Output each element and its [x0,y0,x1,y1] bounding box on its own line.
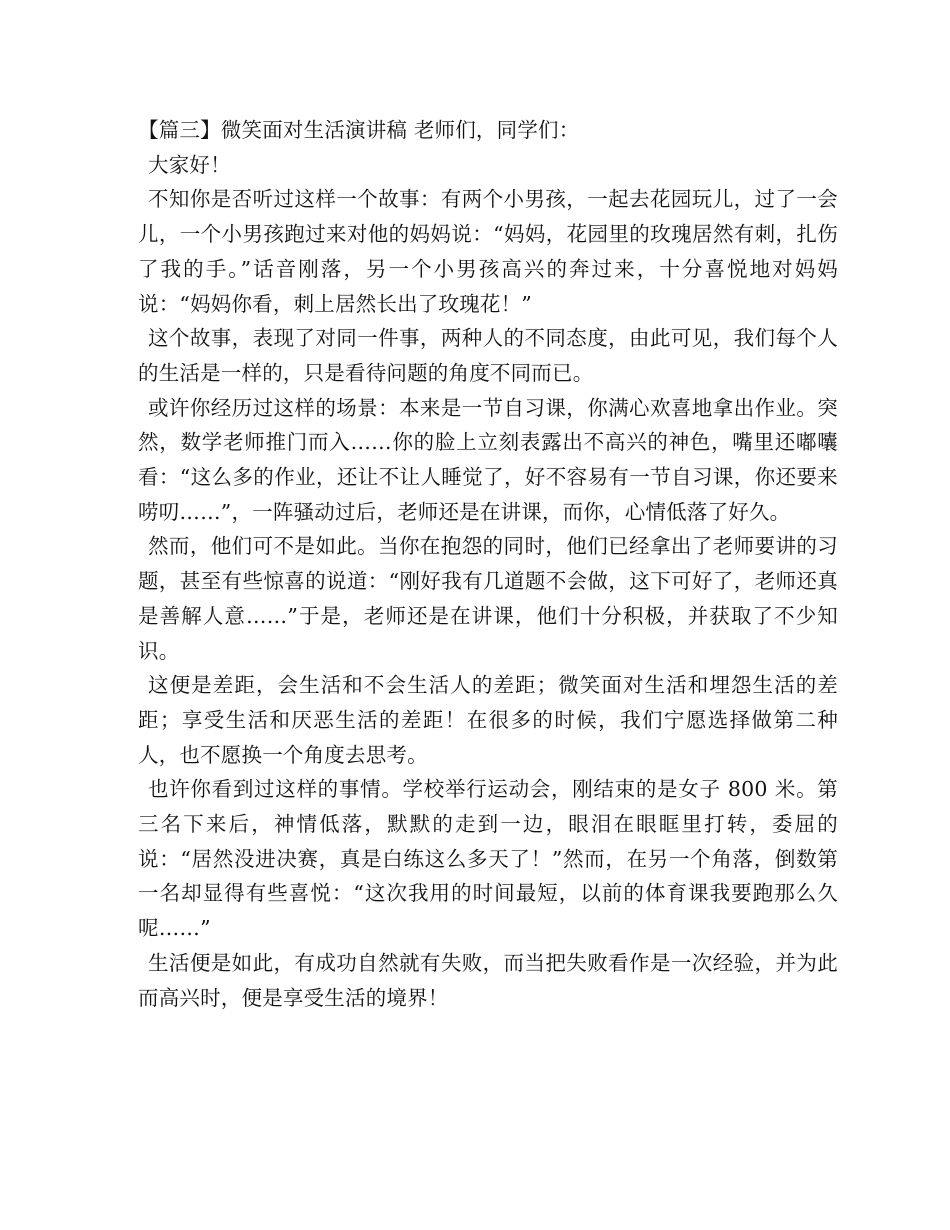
paragraph-conclusion: 生活便是如此，有成功自然就有失败，而当把失败看作是一次经验，并为此而高兴时，便是享受生活的境界！ [138,950,838,1010]
document-body [138,113,838,1015]
paragraph-difference: 这便是差距，会生活和不会生活人的差距；微笑面对生活和埋怨生活的差距；享受生活和厌恶生活的差距！在很多的时候，我们宁愿选择做第二种人，也不愿换一个角度去思考。 [138,673,838,767]
paragraph-contrast: 然而，他们可不是如此。当你在抱怨的同时，他们已经拿出了老师要讲的习题，甚至有些惊喜的说道：“刚好我有几道题不会做，这下可好了，老师还真是善解人意……”于是，老师还是在讲课，他们十分积极，并获取了不少知识。 [138,534,838,663]
paragraph-study-hall: 或许你经历过这样的场景：本来是一节自习课，你满心欢喜地拿出作业。突然，数学老师推门而入……你的脸上立刻表露出不高兴的神色，嘴里还嘟囔看：“这么多的作业，还让不让人睡觉了，好不容易有一节自习课，你还要来唠叨……”，一阵骚动过后，老师还是在讲课，而你，心情低落了好久。 [138,395,838,524]
paragraph-greeting: 大家好！ [148,152,231,177]
document-title: 【篇三】微笑面对生活演讲稿 老师们，同学们： [138,118,580,142]
paragraph-story-moral: 这个故事，表现了对同一件事，两种人的不同态度，由此可见，我们每个人的生活是一样的，只是看待问题的角度不同而已。 [138,326,838,385]
paragraph-sports-meet: 也许你看到过这样的事情。学校举行运动会，刚结束的是女子 800 米。第三名下来后，神情低落，默默的走到一边，眼泪在眼眶里打转，委屈的说：“居然没进决赛，真是白练这么多天了！”然而，在另一个角落，倒数第一名却显得有些喜悦：“这次我用的时间最短，以前的体育课我要跑那么久呢……” [138,777,838,941]
paragraph-story: 不知你是否听过这样一个故事：有两个小男孩，一起去花园玩儿，过了一会儿，一个小男孩跑过来对他的妈妈说：“妈妈，花园里的玫瑰居然有刺，扎伤了我的手。”话音刚落，另一个小男孩高兴的奔过来，十分喜悦地对妈妈说：“妈妈你看，刺上居然长出了玫瑰花！” [138,187,838,316]
